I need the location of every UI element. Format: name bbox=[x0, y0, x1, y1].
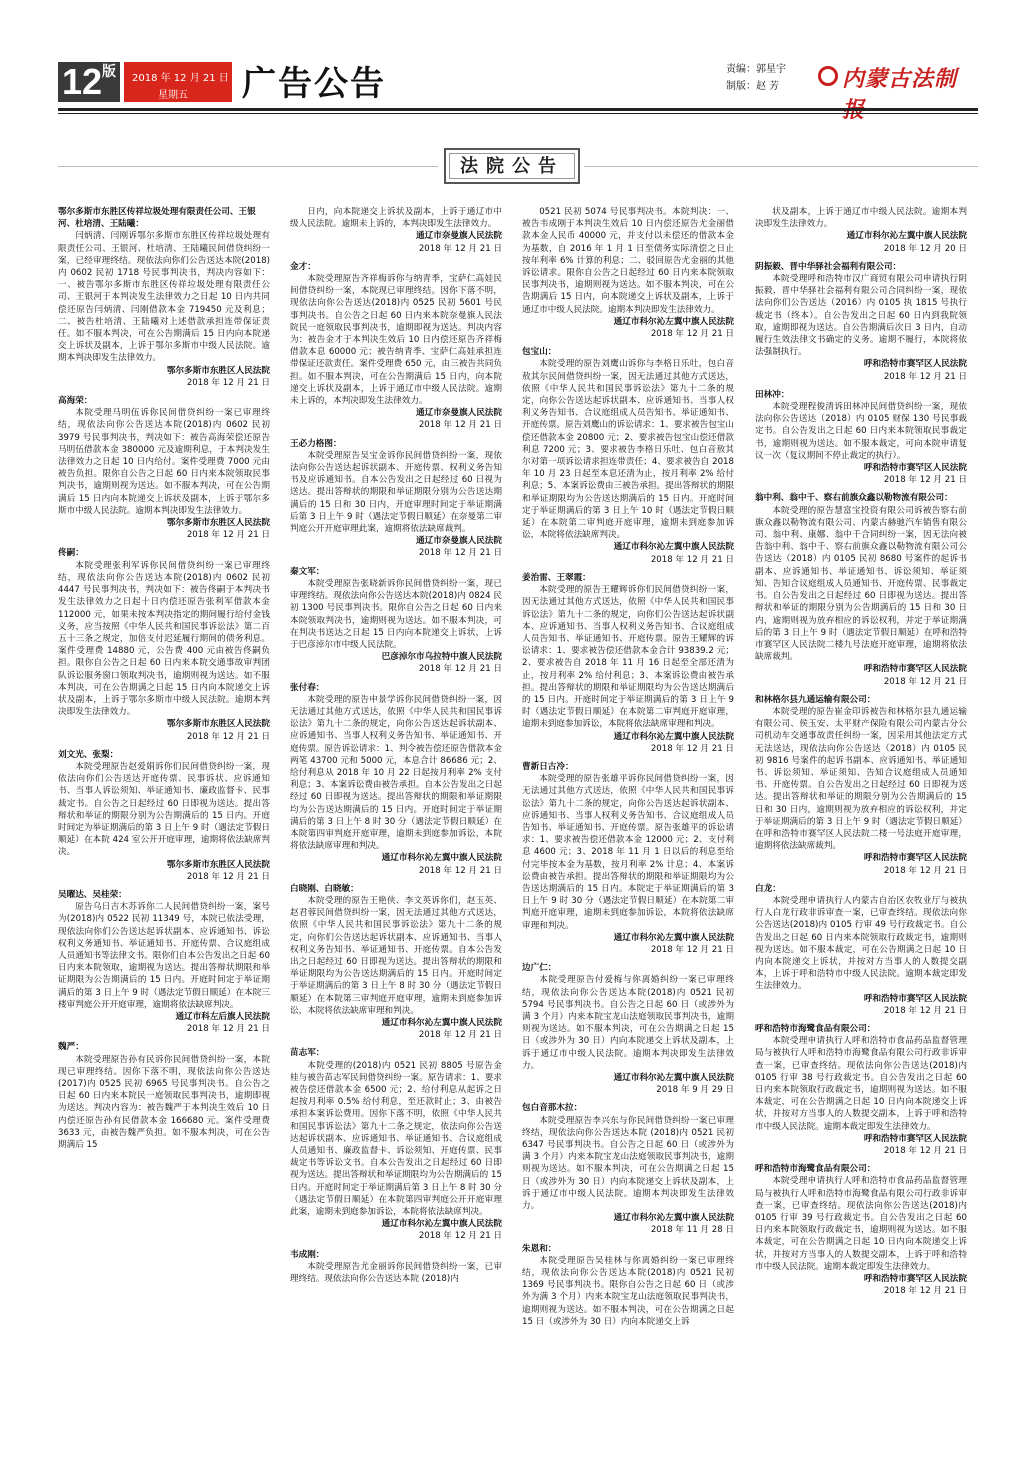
court-notice bbox=[290, 206, 502, 255]
court-notice bbox=[522, 1243, 734, 1328]
notice-body: 本院受理的(2018)内 0521 民初 8805 号原告金桂与被告苗志军民间借贷纠纷一案。原告请求：1、要求被告偿还借款本金 6500 元；2、给付利息从起诉之日起按月利率 0.5% 给付利息，至还款时止；3、由被告承担本案诉讼费用。因你下落不明，依照《中华人民共和国民事诉讼法》第九十二条之规定，依法向你公告送达起诉状副本、应诉通知书、举证通知书、合议庭组成人员通知书、廉政监督卡、诉讼须知、开庭传票、民事裁定书等诉讼文书。自本公告发出之日起经过 60 日即视为送达。提出答辩状和举证期限均为公告期满后的 15 日内。开庭时间定于举证期满后第 3 日上午 8 时 30 分（遇法定节假日顺延）在本院第四审判庭公开开庭审理此案，逾期未到庭参加诉讼，本院将依法缺席判决。 bbox=[290, 1060, 502, 1218]
notice-body: 本院受理申请执行人内蒙古自治区农牧业厅与被执行人白龙行政非诉审查一案，已审查终结。现依法向你公告送达(2018)内 0105 行审 49 号行政裁定书。自公告发出之日起 60 日内来本院领取行政裁定书，逾期则视为送达。如不服本裁定，可在公告期满之日起 10 日内向本院递交上诉状，并按对方当事人的人数提交副本，上诉于呼和浩特市中级人民法院。逾期本裁定即发生法律效力。 bbox=[755, 895, 967, 992]
court-notice bbox=[290, 261, 502, 432]
court-notice bbox=[522, 761, 734, 956]
notice-addressee: 吴曜达、吴桂荣： bbox=[58, 889, 127, 900]
notice-date: 2018 年 12 月 21 日 bbox=[650, 554, 734, 565]
page-header bbox=[0, 0, 1024, 118]
notice-court: 通辽市奈曼旗人民法院 bbox=[416, 231, 502, 242]
column-4 bbox=[755, 206, 967, 1476]
court-notice bbox=[290, 682, 502, 877]
notice-date: 2018 年 12 月 21 日 bbox=[650, 743, 734, 754]
page-suffix: 版 bbox=[102, 64, 116, 80]
notice-body: 0521 民初 5074 号民事判决书。本院判决：一、被告韦成刚于本判决生效后 10 日内偿还原告尤金丽借款本金人民币 40000 元，并支付以未偿还的借款本金为基数，自 2016 年 1 月 1 日至债务实际清偿之日止按年利率 6% 计算的利息；二、驳回原告尤金丽的其他诉讼请求。限你自公告之日起经过 60 日内来本院领取民事判决书，逾期则视为送达。如不服本判决，可在公告期满后 15 日内，向本院递交上诉状及副本，上诉于通辽市中级人民法院。逾期本判决即发生法律效力。 bbox=[522, 207, 734, 315]
notice-addressee: 朱恩和： bbox=[522, 1243, 557, 1254]
notice-addressee: 阴振毅、晋中华驿社会福利有限公司： bbox=[755, 261, 902, 272]
notice-addressee: 秦文军： bbox=[290, 566, 325, 577]
notice-addressee: 刘文光、张梨： bbox=[58, 749, 119, 760]
notice-court: 通辽市奈曼旗人民法院 bbox=[416, 536, 502, 547]
notice-court: 通辽市科尔沁左翼中旗人民法院 bbox=[613, 731, 734, 742]
court-notice bbox=[58, 889, 270, 1035]
notice-date: 2018 年 12 月 20 日 bbox=[883, 243, 967, 254]
issue-date: 2018 年 12 月 21 日 bbox=[132, 73, 229, 84]
newspaper-name: 内蒙古法制 bbox=[842, 66, 958, 92]
notice-date: 2018 年 12 月 21 日 bbox=[418, 548, 502, 559]
notice-date: 2018 年 12 月 21 日 bbox=[418, 1231, 502, 1242]
editor-name: 责编：郭星宇 bbox=[726, 64, 786, 75]
notice-court: 呼和浩特市赛罕区人民法院 bbox=[863, 1133, 967, 1144]
court-notice bbox=[755, 694, 967, 877]
newspaper-logo bbox=[818, 58, 978, 100]
notice-date: 2018 年 11 月 28 日 bbox=[650, 1225, 734, 1236]
notice-court: 通辽市科尔沁左翼中旗人民法院 bbox=[613, 316, 734, 327]
notice-addressee: 包宝山： bbox=[522, 347, 557, 358]
column-2 bbox=[290, 206, 502, 1476]
notice-addressee: 白龙： bbox=[755, 883, 781, 894]
notice-addressee: 白晓刚、白晓敏： bbox=[290, 883, 359, 894]
court-notice bbox=[522, 572, 734, 755]
notice-body: 本院受理的原告刘鹰山诉你与李格日乐吐，包白音敖其尔民间借贷纠纷一案，因无法通过其他方式送达，依照《中华人民共和国民事诉讼法》第九十二条的规定，向你公告送达起诉状副本、应诉通知书、当事人权利义务告知书、合议庭组成人员告知书、举证通知书、开庭传票。原告刘鹰山的诉讼请求：1、要求被告包宝山偿还借款本金 20800 元；2、要求被告包宝山偿还借款利息 7200 元；3、要求被告李格日乐吐、包白音敖其尔对第一项诉讼请求担连带责任；4、要求被告自 2018 年 10 月 23 日起至本息还清为止，按月利率 2% 给付利息；5、本案诉讼费由三被告承担。提出答辩状的期限和举证期限均为公告送达期满后的 15 日内。开庭时间定于举证期满后的第 3 日上午 10 时（遇法定节假日顺延）在本院第二审判庭开庭审理，逾期未到庭参加诉讼，本院将依法缺席判决。 bbox=[522, 359, 734, 541]
header-rule-thin bbox=[58, 113, 978, 114]
notice-court: 呼和浩特市赛罕区人民法院 bbox=[863, 1274, 967, 1285]
notice-addressee: 呼和浩特市海鹭食品有限公司： bbox=[755, 1024, 876, 1034]
notice-court: 通辽市科尔沁左翼中旗人民法院 bbox=[846, 231, 967, 242]
notice-date: 2018 年 12 月 21 日 bbox=[186, 731, 270, 742]
notice-body: 本院受理的原告崔金印诉被告和林格尔县九通运输有限公司、侯玉安、太平财产保险有限公司内蒙古分公司机动车交通事故责任纠纷一案，因采用其他法定方式无法送达，现依法向你公告送达（2018）内 0105 民初 9816 号案件的起诉书副本、应诉通知书、举证通知书、诉讼须知、举证须知、告知合议庭组成人员通知书、开庭传票。自公告发出之日起经过 60 日即视为送达。提出答辩状和举证的期限分别为公告期满后的 15 日和 30 日内，逾期则视为放弃相应的诉讼权利，并定于举证期满后的第 3 日上午 9 时（遇法定节假日顺延）在呼和浩特市赛罕区人民法院二楼一号法庭开庭审理，逾期将依法缺席裁判。 bbox=[755, 706, 967, 852]
notice-body: 闫炳清、闫刚诉鄂尔多斯市东胜区传祥垃圾处理有限责任公司、王银河、杜培清、王陆曦民间借贷纠纷一案，已经审理终结。现依法向你们公告送达本院(2018)内 0602 民初 1718 号民事判决书，判决内容如下：一、被告鄂尔多斯市东胜区传祥垃圾处理有限责任公司、王银河于本判决发生法律效力之日起 10 日内共同偿还原告闫炳清、闫刚借款本金 719450 元及利息；二、被告杜培清、王陆曦对上述借款承担连带保证责任。如不服本判决，可在公告期满后 15 日内向本院递交上诉状及副本，上诉于鄂尔多斯市中级人民法院。逾期本判决即发生法律效力。 bbox=[58, 231, 270, 364]
notice-court: 鄂尔多斯市东胜区人民法院 bbox=[166, 859, 270, 870]
notice-court: 通辽市科尔沁左翼中旗人民法院 bbox=[613, 1073, 734, 1084]
court-notice bbox=[290, 566, 502, 676]
column-1 bbox=[58, 206, 270, 1476]
notice-body: 本院受理的原告王耀辉诉你们民间借贷纠纷一案，因无法通过其他方式送达，依照《中华人民共和国民事诉讼法》第九十二条的规定，向你们公告送达起诉状副本、应诉通知书、当事人权利义务告知书、合议庭组成人员告知书、举证通知书、开庭传票。原告王耀辉的诉讼请求：1、要求被告偿还借款本金合计 93839.2 元；2、要求被告自 2018 年 11 月 16 日起至全部还清为止，按月利率 2% 给付利息；3、本案诉讼费由被告承担。提出答辩状的期限和举证期限均为公告送达期满后的 15 日内。开庭时间定于举证期满后的第 3 日上午 9 时（遇法定节假日顺延）在本院第二审判庭开庭审理，逾期未到庭参加诉讼，本院将依法缺席审理和判决。 bbox=[522, 585, 734, 730]
notice-court: 呼和浩特市赛罕区人民法院 bbox=[863, 853, 967, 864]
issue-weekday: 星期五 bbox=[158, 90, 188, 101]
notice-body: 本院受理的原告慧富宝投资有限公司诉被告察右前旗众鑫以勒物流有限公司、内蒙古赫驰汽车销售有限公司、翁中利、康娜、翁中千合同纠纷一案，因无法向被告翁中利、翁中千、察右前旗众鑫以勒物流有限公司公告送达（2018）内 0105 民初 8680 号案件的起诉书副本、应诉通知书、举证通知书、诉讼须知、举证须知、告知合议庭组成人员通知书、开庭传票、民事裁定书。自公告发出之日起经过 60 日即视为送达。提出答辩状和举证的期限分别为公告期满后的 15 日和 30 日内，逾期则视为放弃相应的诉讼权利，并定于举证期满后的第 3 日上午 9 时（遇法定节假日顺延）在呼和浩特市赛罕区人民法院二楼九号法庭开庭审理，逾期将依法缺席裁判。 bbox=[755, 505, 967, 663]
notice-addressee: 呼和浩特市海鹭食品有限公司： bbox=[755, 1164, 876, 1175]
notice-body: 本院受理原告尤金丽诉你民间借贷纠纷一案，已审理终结。现依法向你公告送达本院 (2018)内 bbox=[290, 1261, 502, 1285]
notice-date: 2018 年 12 月 21 日 bbox=[650, 329, 734, 340]
notice-body: 本院受理的原告王艳侠、李文英诉你们，赵玉英、赵君蓉民间借贷纠纷一案，因无法通过其他方式送达，依照《中华人民共和国民事诉讼法》第九十二条的规定，向你们公告送达起诉状副本、应诉通知书、当事人权利义务告知书、举证通知书、开庭传票。自本公告发出之日起经过 60 日即视为送达。提出答辩状的期限和举证期限均为公告送达期满后的 15 日内。开庭时间定于举证期满后的第 3 日上午 8 时 30 分（遇法定节假日顺延）在本院第三审判庭开庭审理，逾期未到庭参加诉讼，本院将依法缺席审理和判决。 bbox=[290, 895, 502, 1016]
emblem-icon bbox=[818, 66, 838, 86]
notice-court: 呼和浩特市赛罕区人民法院 bbox=[863, 359, 967, 370]
banner-title: 法院公告 bbox=[449, 153, 575, 179]
notice-addressee: 佟嗣： bbox=[58, 548, 84, 559]
page-number-block bbox=[58, 62, 120, 102]
notice-date: 2018 年 12 月 21 日 bbox=[883, 371, 967, 382]
court-notice bbox=[755, 206, 967, 255]
notice-body: 本院受理的原告张雄平诉你民间借贷纠纷一案，因无法通过其他方式送达，依照《中华人民共和国民事诉讼法》第九十二条的规定，向你公告送达起诉状副本、应诉通知书、当事人权利义务告知书、合议庭组成人员告知书、举证通知书、开庭传票。原告张雄平的诉讼请求：1、要求被告偿还借款本金 12000 元；2、支付利息 4600 元；3、2018 年 11 月 1 日以后的利息至给付完毕按本金为基数，按月利率 2% 计息；4、本案诉讼费由被告承担。提出答辩状的期限和举证期限均为公告送达期满后的 15 日内。本院定于举证期满后的第 3 日上午 9 时 30 分（遇法定节假日顺延）在本院第二审判庭开庭审理，逾期未到庭参加诉讼，本院将依法缺席审理和判决。 bbox=[522, 774, 734, 931]
court-notice bbox=[755, 389, 967, 487]
notice-date: 2018 年 12 月 21 日 bbox=[883, 1005, 967, 1016]
notice-date: 2018 年 12 月 21 日 bbox=[883, 865, 967, 876]
notice-addressee: 高海荣： bbox=[58, 396, 93, 407]
court-notice bbox=[58, 206, 270, 389]
notice-body: 本院受理原告齐祥梅诉你与纳青季，宝萨仁高娃民间借贷纠纷一案，本院现已审理终结。因你下落不明，现依法向你公告送达(2018)内 0525 民初 5601 号民事判决书。自公告之日起 60 日内来本院奈曼旗人民法院民一庭领取民事判决书，逾期即视为送达。判决内容为：被告金才于本判决生效后 10 日内偿还原告齐祥梅借款本息 60000 元；被告纳青季、宝萨仁高娃承担连带保证还款责任。案件受理费 650 元，由三被告共同负担。如不服本判决，可在公告期满后 15 日内，向本院递交上诉状及副本，上诉于通辽市中级人民法院。逾期未上诉的，本判决即发生法律效力。 bbox=[290, 274, 502, 407]
notice-date: 2018 年 12 月 21 日 bbox=[418, 243, 502, 254]
court-notice bbox=[290, 438, 502, 560]
court-notice bbox=[290, 1249, 502, 1286]
notice-body: 本院受理原告李兴东与你民间借贷纠纷一案已审理终结，现依法向你公告送达本院 (2018)内 0521 民初 6347 号民事判决书。自公告之日起 60 日（或涉外为满 3 个月）内来本院宝龙山法庭领取民事判决书，逾期则视为送达。如不服本判决，可在公告期满之日起 15 日（或涉外为 30 日）内向本院递交上诉状及副本，上诉于通辽市中级人民法院。逾期本判决即发生法律效力。 bbox=[522, 1115, 734, 1212]
court-notice bbox=[755, 1163, 967, 1297]
notice-court: 通辽市科尔沁左翼中旗人民法院 bbox=[381, 1018, 502, 1028]
notice-date: 2018 年 12 月 21 日 bbox=[418, 1030, 502, 1041]
court-notice bbox=[290, 1047, 502, 1242]
notice-date: 2018 年 12 月 21 日 bbox=[650, 944, 734, 955]
notice-date: 2018 年 12 月 21 日 bbox=[186, 1024, 270, 1035]
notice-body: 本院受理呼和浩特市汉广商贸有限公司申请执行阴振毅、晋中华驿社会福利有限公司合同纠纷一案，现依法向你们公告送达（2016）内 0105 执 1815 号执行裁定书（终本）。自公告发出之日起 60 日内到我院领取，逾期即视为送达。自公告期满后次日 3 日内，自动履行生效法律文书确定的义务。逾期不履行，本院将依法强制执行。 bbox=[755, 274, 967, 358]
notice-date: 2018 年 12 月 21 日 bbox=[418, 420, 502, 431]
court-notice bbox=[58, 395, 270, 541]
notice-addressee: 鄂尔多斯市东胜区传祥垃圾处理有限责任公司、王银河、杜培清、王陆曦： bbox=[58, 207, 256, 230]
notice-body: 本院受理申请执行人呼和浩特市食品药品监督管理局与被执行人呼和浩特市海鹭食品有限公司行政非诉审查一案，已审查终结。现依法向你公告送达(2018)内 0105 行审 38 号行政裁定书。自公告发出之日起 60 日内来本院领取行政裁定书，逾期则视为送达。如不服本裁定，可在公告期满之日起 10 日内向本院递交上诉状，并按对方当事人的人数提交副本，上诉于呼和浩特市中级人民法院。逾期本裁定即发生法律效力。 bbox=[755, 1036, 967, 1132]
notice-date: 2018 年 12 月 21 日 bbox=[418, 664, 502, 675]
notice-date: 2018 年 12 月 21 日 bbox=[883, 475, 967, 486]
court-notice bbox=[522, 206, 734, 340]
notice-body: 本院受理原告赵爱娟诉你们民间借贷纠纷一案，现依法向你们公告送达开庭传票、民事诉状、应诉通知书、当事人诉讼须知、举证通知书、廉政监督卡、民事裁定书。自公告之日起经过 60 日即视为送达。提出答辩状和举证的期限分别为公告期满后的 15 日内。开庭时间定为举证期满后的第 3 日上午 9 时（遇法定节假日顺延）在本院 424 室公开开庭审理，逾期将依法缺席判决。 bbox=[58, 761, 270, 858]
notice-court: 鄂尔多斯市东胜区人民法院 bbox=[166, 719, 270, 730]
court-notice-banner bbox=[444, 148, 580, 184]
notice-body: 本院受理原告付爱梅与你离婚纠纷一案已审理终结，现依法向你公告送达本院(2018)内 0521 民初 5794 号民事判决书。自公告之日起 60 日（或涉外为满 3 个月）内来本院宝龙山法庭领取民事判决书，逾期则视为送达。如不服本判决，可在公告期满之日起 15 日（或涉外为 30 日）内向本院递交上诉状及副本，上诉于通辽市中级人民法院。逾期本判决即发生法律效力。 bbox=[522, 975, 734, 1071]
notice-addressee: 金才： bbox=[290, 261, 316, 272]
notice-addressee: 翁中利、翁中千、察右前旗众鑫以勒物流有限公司： bbox=[755, 493, 953, 504]
notice-addressee: 和林格尔县九通运输有限公司： bbox=[755, 694, 876, 705]
header-rule bbox=[58, 108, 978, 111]
notice-body: 本院受理原告吴宝金诉你民间借贷纠纷一案，现依法向你公告送达起诉状副本、开庭传票、权利义务告知书及应诉通知书。自本公告发出之日起经过 60 日视为送达。提出答辩状的期限和举证期限分别为公告送达期满后的 15 日和 30 日内，开庭审理时间定于举证期满后第 3 日上午 9 时（遇法定节假日顺延）在奈曼第二审判庭公开开庭审理此案，逾期将依法缺席裁判。 bbox=[290, 450, 502, 535]
notice-court: 呼和浩特市赛罕区人民法院 bbox=[863, 463, 967, 474]
notice-body: 本院受理原告孙有民诉你民间借贷纠纷一案，本院现已审理终结。因你下落不明，现依法向你公告送达(2017)内 0525 民初 6965 号民事判决书。自公告之日起 60 日内来本院民一庭领取民事判决书，逾期即视为送达。判决内容为：被告魏严于本判决生效后 10 日内偿还原告孙有民借款本金 166680 元。案件受理费 3633 元，由被告魏严负担。如不服本判决，可在公告期满后 15 bbox=[58, 1054, 270, 1151]
notice-date: 2018 年 12 月 21 日 bbox=[883, 676, 967, 687]
court-notice bbox=[755, 492, 967, 687]
court-notice bbox=[522, 962, 734, 1096]
court-notice bbox=[58, 1041, 270, 1151]
notice-court: 通辽市科尔沁左翼中旗人民法院 bbox=[613, 542, 734, 553]
notice-court: 通辽市科尔沁左翼中旗人民法院 bbox=[381, 853, 502, 864]
notice-court: 通辽市科尔沁左翼中旗人民法院 bbox=[381, 1219, 502, 1230]
notice-addressee: 王必力格图： bbox=[290, 438, 342, 449]
column-3 bbox=[522, 206, 734, 1476]
notice-body: 本院受理的原告申景学诉你民间借贷纠纷一案，因无法通过其他方式送达，依照《中华人民共和国民事诉讼法》第九十二条的规定，向你公告送达起诉状副本、应诉通知书、当事人权利义务告知书、举证通知书、开庭传票。原告诉讼请求：1、判令被告偿还原告借款本金两笔 43700 元和 5000 元，本息合计 86686 元；2、给付利息从 2018 年 10 月 22 日起按月利率 2% 支付利息；3、本案诉讼费由被告承担。自本公告发出之日起经过 60 日即视为送达。提出答辩状的期限和举证期限均为公告送达期满后的 15 日内。开庭时间定于举证期满后的第 3 日上午 8 时 30 分（遇法定节假日顺延）在本院第四审判庭开庭审理，逾期未到庭参加诉讼，本院将依法缺席审理和判决。 bbox=[290, 694, 502, 852]
notice-court: 通辽市奈曼旗人民法院 bbox=[416, 408, 502, 419]
notice-date: 2018 年 12 月 21 日 bbox=[883, 1146, 967, 1157]
notice-court: 呼和浩特市赛罕区人民法院 bbox=[863, 993, 967, 1004]
notice-body: 本院受理申请执行人呼和浩特市食品药品监督管理局与被执行人呼和浩特市海鹭食品有限公司行政非诉审查一案，已审查终结。现依法向你公告送达(2018)内 0105 行审 39 号行政裁定书。自公告发出之日起 60 日内来本院领取行政裁定书，逾期则视为送达。如不服本裁定，可在公告期满之日起 10 日内向本院递交上诉状，并按对方当事人的人数提交副本，上诉于呼和浩特市中级人民法院。逾期本裁定即发生法律效力。 bbox=[755, 1176, 967, 1272]
notice-date: 2018 年 12 月 21 日 bbox=[418, 865, 502, 876]
notice-addressee: 包白音那木拉： bbox=[522, 1103, 583, 1114]
notice-addressee: 苗志军： bbox=[290, 1048, 325, 1059]
date-bar bbox=[124, 62, 232, 102]
notice-body: 日内，向本院递交上诉状及副本，上诉于通辽市中级人民法院。逾期未上诉的，本判决即发生法律效力。 bbox=[290, 207, 502, 230]
notice-body: 本院受理张利军诉你民间借贷纠纷一案已审理终结，现依法向你公告送达本院(2018)内 0602 民初 4447 号民事判决书，判决如下：被告佟嗣于本判决书发生法律效力之日起十日内偿还原告张利军借款本金 112000 元，如果未按本判决指定的期间履行给付金钱义务，应当按照《中华人民共和国民事诉讼法》第二百五十三条之规定，加倍支付迟延履行期间的债务利息。案件受理费 14880 元，公告费 400 元由被告佟嗣负担。限你自公告之日起 60 日内来本院交通事故审判团队诉讼服务窗口领取判决书，逾期则视为送达。如不服本判决，可在公告期满之日起 15 日内向本院递交上诉状及副本，上诉于鄂尔多斯市中级人民法院。逾期本判决即发生法律效力。 bbox=[58, 560, 270, 718]
notice-addressee: 魏严： bbox=[58, 1042, 84, 1053]
notice-addressee: 田林冲： bbox=[755, 389, 790, 400]
court-notice bbox=[522, 346, 734, 566]
court-notice bbox=[755, 883, 967, 1017]
notice-date: 2018 年 12 月 21 日 bbox=[186, 530, 270, 541]
notice-date: 2018 年 9 月 29 日 bbox=[656, 1085, 734, 1096]
notice-body: 本院受理马明伍诉你民间借贷纠纷一案已审理终结，现依法向你公告送达本院(2018)内 0602 民初 3979 号民事判决书，判决如下：被告高海荣偿还原告马明伍借款本金 380000 元及逾期利息，于本判决发生法律效力之日起 10 日内给付。案件受理费 7000 元由被告负担。限你自公告之日起 60 日内来本院领取民事判决书，逾期则视为送达。如不服本判决，可在公告期满后 15 日内向本院递交上诉状及副本，上诉于鄂尔多斯市中级人民法院。逾期本判决即发生法律效力。 bbox=[58, 408, 270, 516]
notice-date: 2018 年 12 月 21 日 bbox=[883, 1286, 967, 1297]
court-notice bbox=[522, 1102, 734, 1236]
notice-court: 通辽市科尔沁左翼中旗人民法院 bbox=[613, 1213, 734, 1224]
notice-body: 原告乌日吉木苏诉你二人民间借贷纠纷一案，案号为(2018)内 0522 民初 11349 号，本院已依法受理，现依法向你们公告送达起诉状副本、应诉通知书、诉讼权利义务通知书、举证通知书、开庭传票、合议庭组成人员通知书等法律文书。限你们自本公告发出之日起 60 日内来本院领取，逾期视为送达。提出答辩状期限和举证期限为公告期满后的 15 日内。开庭时间定于举证期满后的第 3 日上午 9 时（遇法定节假日顺延）在本院三楼审判庭公开开庭审理，逾期将依法缺席判决。 bbox=[58, 902, 270, 1010]
notice-court: 通辽市科左后旗人民法院 bbox=[175, 1012, 270, 1022]
notice-body: 状及副本，上诉于通辽市中级人民法院。逾期本判决即发生法律效力。 bbox=[755, 207, 967, 230]
court-notice bbox=[58, 547, 270, 742]
notice-date: 2018 年 12 月 21 日 bbox=[186, 377, 270, 388]
notice-addressee: 张付春： bbox=[290, 682, 325, 693]
producer-name: 制版：赵 芳 bbox=[726, 81, 780, 92]
section-title: 广告公告 bbox=[242, 64, 386, 104]
notice-court: 通辽市科尔沁左翼中旗人民法院 bbox=[613, 932, 734, 943]
notice-court: 巴彦淖尔市乌拉特中旗人民法院 bbox=[381, 652, 502, 663]
notice-addressee: 姜治雷、王翠霞： bbox=[522, 572, 591, 583]
notice-body: 本院受理原告吴桂林与你离婚纠纷一案已审理终结，现依法向你公告送达本院(2018)内 0521 民初 1369 号民事判决书。限你自公告之日起 60 日（或涉外为满 3 个月）内来本院宝龙山法庭领取民事判决书，逾期则视为送达。如不服本判决，可在公告期满之日起 15 日（或涉外为 30 日）内向本院递交上诉 bbox=[522, 1255, 734, 1327]
page-number: 12 bbox=[62, 61, 103, 102]
banner-line-left bbox=[58, 166, 438, 167]
notice-body: 本院受理程俊清诉田林冲民间借贷纠纷一案，现依法向你公告送达（2018）内 0105 财保 130 号民事裁定书。自公告发出之日起 60 日内来本院领取民事裁定书，逾期则视为送达。如不服本裁定，可向本院申请复议一次（复议期间不停止裁定的执行）。 bbox=[755, 402, 967, 461]
notice-court: 鄂尔多斯市东胜区人民法院 bbox=[166, 518, 270, 529]
court-notice bbox=[755, 261, 967, 383]
notice-date: 2018 年 12 月 21 日 bbox=[186, 871, 270, 882]
notice-addressee: 韦成刚： bbox=[290, 1249, 325, 1260]
court-notice bbox=[290, 883, 502, 1042]
notice-court: 呼和浩特市赛罕区人民法院 bbox=[863, 664, 967, 675]
notice-addressee: 曹新日古冷： bbox=[522, 761, 574, 772]
editor-credits bbox=[726, 61, 786, 95]
court-notice bbox=[58, 749, 270, 883]
notice-court: 鄂尔多斯市东胜区人民法院 bbox=[166, 365, 270, 376]
court-notice bbox=[755, 1023, 967, 1157]
notice-addressee: 边广仁： bbox=[522, 963, 557, 974]
banner-line-right bbox=[584, 166, 978, 167]
notice-body: 本院受理原告张晓新诉你民间借贷纠纷一案，现已审理终结。现依法向你公告送达本院(2018)内 0824 民初 1300 号民事判决书。限你自公告之日起 60 日内来本院领取判决书，逾期则视为送达。如不服本判决，可在判决书送达之日起 15 日内向本院递交上诉状，上诉于巴彦淖尔市中级人民法院。 bbox=[290, 578, 502, 650]
